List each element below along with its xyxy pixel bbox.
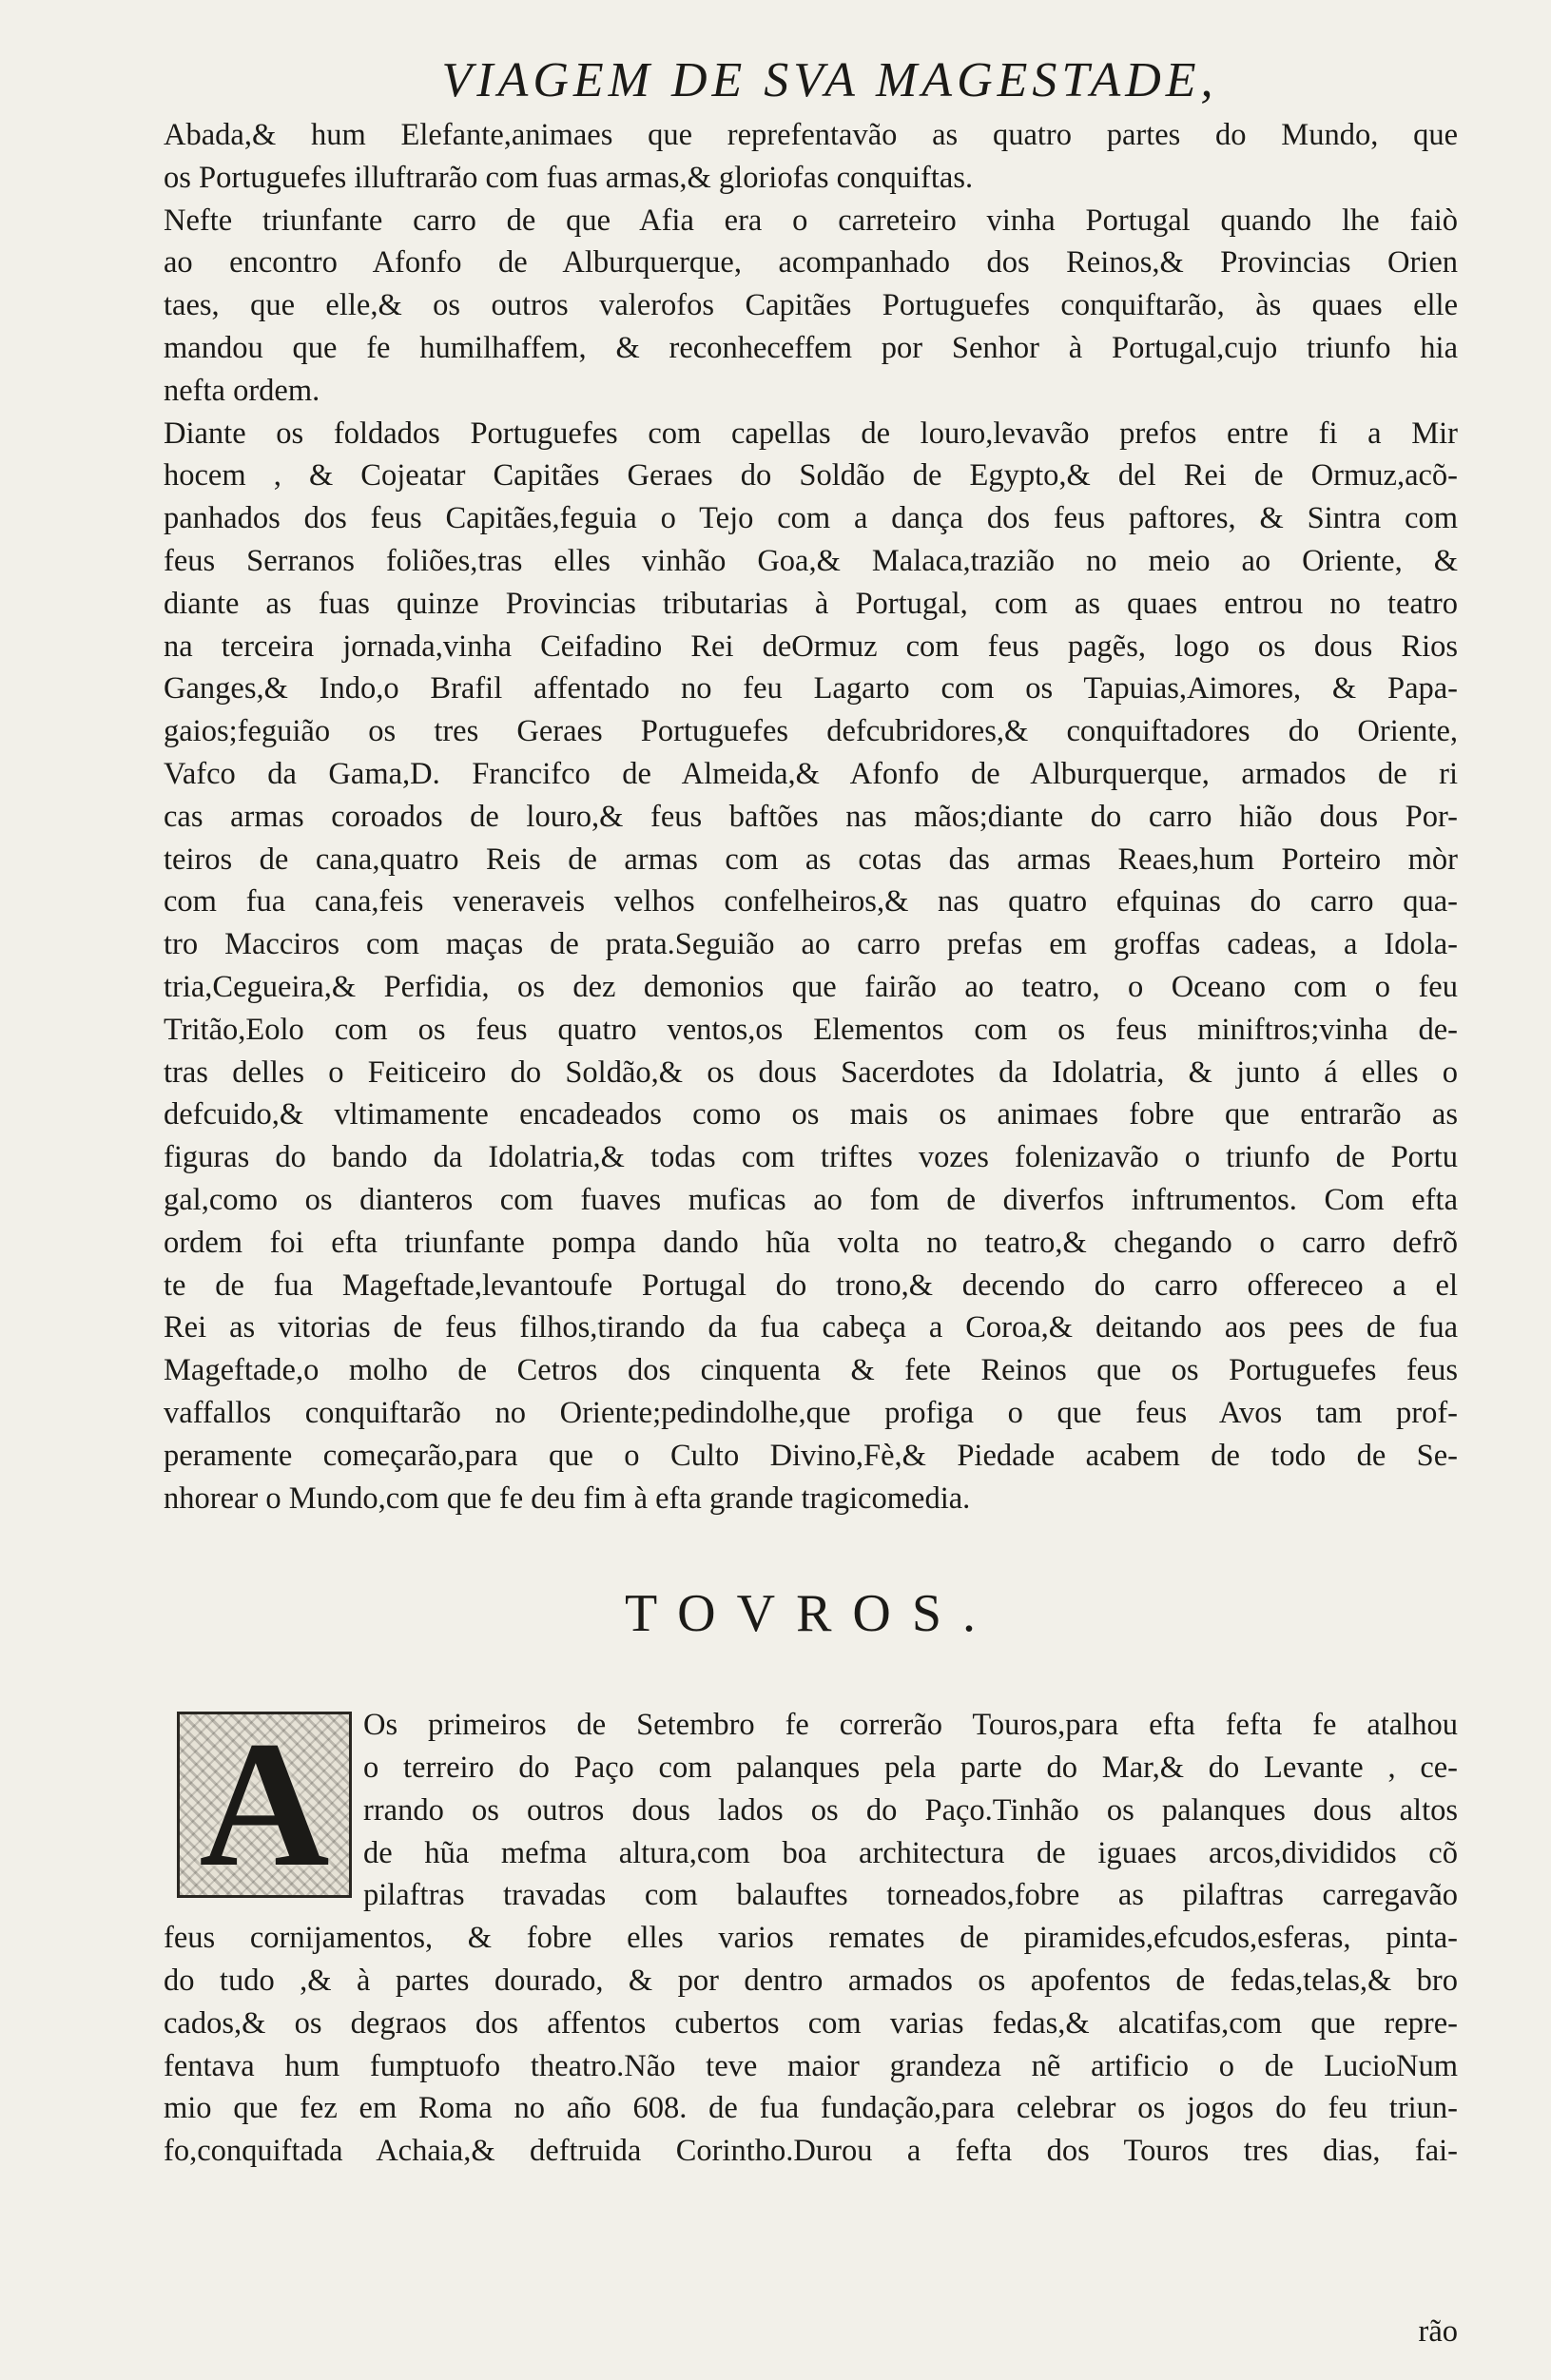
text-line: na terceira jornada,vinha Ceifadino Rei deOrmuz com feus pagẽs, logo os dous Rios — [164, 629, 1458, 664]
text-line: Mageftade,o molho de Cetros dos cinquenta & fete Reinos que os Portuguefes feus — [164, 1353, 1458, 1388]
text-line: feus cornijamentos, & fobre elles varios remates de piramides,efcudos,esferas, pinta- — [164, 1921, 1458, 1956]
catchword: rão — [1418, 2314, 1458, 2349]
paragraph-3 — [164, 413, 1458, 1520]
text-line: feus Serranos foliões,tras elles vinhão Goa,& Malaca,trazião no meio ao Oriente, & — [164, 543, 1458, 578]
text-line: com fua cana,feis veneraveis velhos confelheiros,& nas quatro efquinas do carro qua- — [164, 884, 1458, 919]
text-line: fentava hum fumptuofo theatro.Não teve maior grandeza nẽ artificio o de LucioNum — [164, 2048, 1458, 2083]
text-line: Diante os foldados Portuguefes com capellas de louro,levavão prefos entre fi a Mir — [164, 416, 1458, 451]
paragraph-4-indented — [164, 1704, 1458, 1917]
text-line: peramente começarão,para que o Culto Divino,Fè,& Piedade acabem de todo de Se- — [164, 1438, 1458, 1473]
text-line: taes, que elle,& os outros valerofos Capitães Portuguefes conquiftarão, às quaes elle — [164, 288, 1458, 323]
text-line: pilaftras travadas com balauftes torneados,fobre as pilaftras carregavão — [363, 1878, 1458, 1913]
text-line: hocem , & Cojeatar Capitães Geraes do Soldão de Egypto,& del Rei de Ormuz,acõ- — [164, 458, 1458, 493]
drop-cap-paragraph — [164, 1704, 1458, 2173]
text-line: Vafco da Gama,D. Francifco de Almeida,& Afonfo de Alburquerque, armados de ri — [164, 756, 1458, 791]
paragraph-4-continued — [164, 1917, 1458, 2173]
text-line: teiros de cana,quatro Reis de armas com as cotas das armas Reaes,hum Porteiro mòr — [164, 842, 1458, 877]
text-line: Tritão,Eolo com os feus quatro ventos,os Elementos com os feus miniftros;vinha de- — [164, 1012, 1458, 1047]
running-head-title: VIAGEM DE SVA MAGESTADE, — [441, 53, 1218, 107]
text-line: figuras do bando da Idolatria,& todas com triftes vozes folenizavão o triunfo de Portu — [164, 1140, 1458, 1175]
text-line: Os primeiros de Setembro fe correrão Touros,para efta fefta fe atalhou — [363, 1708, 1458, 1743]
section-title: TOVROS. — [624, 1584, 997, 1644]
text-line: cados,& os degraos dos affentos cubertos com varias fedas,& alcatifas,com que repre- — [164, 2005, 1458, 2041]
text-line: panhados dos feus Capitães,feguia o Tejo com a dança dos feus paftores, & Sintra com — [164, 501, 1458, 536]
text-line: te de fua Mageftade,levantoufe Portugal do trono,& decendo do carro offereceo a el — [164, 1267, 1458, 1303]
text-line: vaffallos conquiftarão no Oriente;pedindolhe,que profiga o que feus Avos tam prof- — [164, 1395, 1458, 1430]
text-line: tras delles o Feiticeiro do Soldão,& os dous Sacerdotes da Idolatria, & junto á elles o — [164, 1055, 1458, 1090]
text-line: de hũa mefma altura,com boa architectura de iguaes arcos,divididos cõ — [363, 1835, 1458, 1870]
text-line: rrando os outros dous lados os do Paço.Tinhão os palanques dous altos — [363, 1792, 1458, 1828]
text-line: Nefte triunfante carro de que Afia era o carreteiro vinha Portugal quando lhe faiò — [164, 203, 1458, 238]
text-line: nhorear o Mundo,com que fe deu fim à efta grande tragicomedia. — [164, 1480, 971, 1516]
text-line: tro Macciros com maças de prata.Seguião ao carro prefas em groffas cadeas, a Idola- — [164, 927, 1458, 962]
ornamental-initial — [177, 1712, 352, 1898]
text-line: Rei as vitorias de feus filhos,tirando da fua cabeça a Coroa,& deitando aos pees de fua — [164, 1310, 1458, 1345]
text-line: o terreiro do Paço com palanques pela parte do Mar,& do Levante , ce- — [363, 1751, 1458, 1786]
text-line: cas armas coroados de louro,& feus baftões nas mãos;diante do carro hião dous Por- — [164, 799, 1458, 834]
text-line: Abada,& hum Elefante,animaes que reprefentavão as quatro partes do Mundo, que — [164, 118, 1458, 152]
text-line: gaios;feguião os tres Geraes Portuguefes defcubridores,& conquiftadores do Oriente, — [164, 714, 1458, 749]
text-line: os Portuguefes illuftrarão com fuas armas,& gloriofas conquiftas. — [164, 160, 974, 195]
drop-cap-letter: A — [199, 1712, 330, 1899]
text-line: Ganges,& Indo,o Brafil affentado no feu Lagarto com os Tapuias,Aimores, & Papa- — [164, 671, 1458, 706]
text-line: tria,Cegueira,& Perfidia, os dez demonios que fairão ao teatro, o Oceano com o feu — [164, 969, 1458, 1004]
paragraph-2 — [164, 200, 1458, 413]
text-line: fo,conquiftada Achaia,& deftruida Corintho.Durou a fefta dos Touros tres dias, fai- — [164, 2134, 1458, 2169]
text-line: mandou que fe humilhaffem, & reconheceffem por Senhor à Portugal,cujo triunfo hia — [164, 330, 1458, 365]
text-line: diante as fuas quinze Provincias tributarias à Portugal, com as quaes entrou no teatro — [164, 586, 1458, 621]
text-line: gal,como os dianteros com fuaves muficas ao fom de diverfos inftrumentos. Com efta — [164, 1182, 1458, 1217]
text-line: do tudo ,& à partes dourado, & por dentro armados os apofentos de fedas,telas,& bro — [164, 1964, 1458, 1999]
text-line: nefta ordem. — [164, 373, 320, 408]
text-line: mio que fez em Roma no año 608. de fua fundação,para celebrar os jogos do feu triun- — [164, 2091, 1458, 2126]
text-line: ao encontro Afonfo de Alburquerque, acompanhado dos Reinos,& Provincias Orien — [164, 245, 1458, 281]
text-line: ordem foi efta triunfante pompa dando hũa volta no teatro,& chegando o carro defrõ — [164, 1225, 1458, 1260]
paragraph-1 — [164, 114, 1458, 200]
text-line: defcuido,& vltimamente encadeados como os mais os animaes fobre que entrarão as — [164, 1097, 1458, 1132]
